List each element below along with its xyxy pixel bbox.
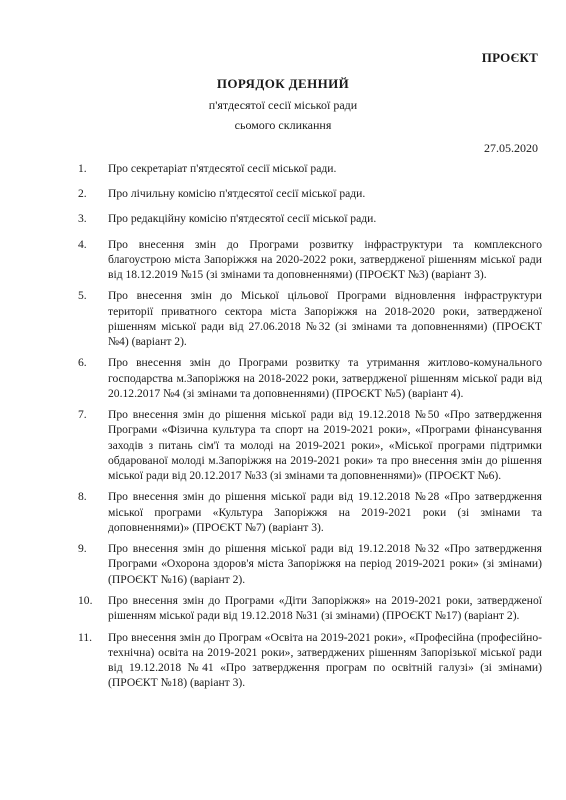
agenda-item-text: Про внесення змін до Програм «Освіта на 2019-2021 роки», «Професійна (професійно-технічна) освіта на 2019-2021 роки», затверджених рішенням Запорізької міської ради від 19.12.2018 №41 «Про затвердження програм по освітній галузі» (зі змінами) (ПРОЄКТ №18) (варіант 3). — [108, 630, 542, 690]
agenda-item-number: 2. — [78, 187, 87, 201]
agenda-item-number: 6. — [78, 356, 87, 370]
agenda-item — [78, 211, 542, 226]
agenda-item — [78, 161, 542, 176]
agenda-item-number: 1. — [78, 162, 87, 175]
document-title: ПОРЯДОК ДЕННИЙ — [216, 76, 350, 91]
agenda-item-text: Про секретаріат п'ятдесятої сесії міської ради. — [108, 162, 337, 175]
agenda-item-text: Про редакційну комісію п'ятдесятої сесії міської ради. — [108, 212, 377, 226]
agenda-list — [78, 161, 542, 697]
agenda-item-number: 7. — [78, 408, 87, 422]
agenda-item-number: 11. — [78, 630, 93, 644]
agenda-item-text: Про внесення змін до Міської цільової Програми відновлення інфраструктури території приватного сектора міста Запоріжжя на 2018-2020 роки, затвердженої рішенням міської ради від 27.06.2018 №32 (зі змінами та доповненнями) (ПРОЄКТ №4) (варіант 2). — [108, 289, 542, 349]
agenda-item — [78, 630, 542, 691]
agenda-item-number: 8. — [78, 490, 87, 504]
agenda-item-number: 5. — [78, 289, 87, 303]
agenda-item — [78, 593, 542, 623]
agenda-item-number: 10. — [78, 594, 93, 607]
agenda-item — [78, 186, 542, 201]
agenda-item-text: Про внесення змін до Програми «Діти Запоріжжя» на 2019-2021 роки, затвердженої рішенням міської ради від 19.12.2018 №31 (зі змінами) (ПРОЄКТ №17) (варіант 2). — [108, 594, 542, 623]
agenda-item — [78, 288, 542, 349]
document-date: 27.05.2020 — [484, 141, 538, 155]
agenda-item — [78, 541, 542, 587]
agenda-item-text: Про внесення змін до рішення міської ради від 19.12.2018 №28 «Про затвердження міської програми «Культура Запоріжжя на 2019-2021 роки (зі змінами та доповненнями)» (ПРОЄКТ №7) (варіант 3). — [108, 490, 542, 534]
agenda-item-text: Про внесення змін до рішення міської ради від 19.12.2018 №32 «Про затвердження Програми «Охорона здоров'я міста Запоріжжя на період 2019-2021 роки» (зі змінами) (ПРОЄКТ №16) (варіант 2). — [108, 542, 542, 586]
agenda-item-number: 9. — [78, 542, 87, 556]
document-subtitle-session: п'ятдесятої сесії міської ради — [208, 98, 358, 112]
agenda-item-text: Про лічильну комісію п'ятдесятої сесії міської ради. — [108, 187, 366, 201]
project-stamp: ПРОЄКТ — [481, 50, 538, 65]
agenda-item — [78, 407, 542, 483]
agenda-item — [78, 355, 542, 401]
agenda-item-text: Про внесення змін до Програми розвитку інфраструктури та комплексного благоустрою міста Запоріжжя на 2020-2022 роки, затвердженої рішенням міської ради від 18.12.2019 №15 (зі змінами та доповненнями) (ПРОЄКТ №3) (варіант 3). — [108, 237, 542, 282]
agenda-item-text: Про внесення змін до Програми розвитку та утримання житлово-комунального господарства м.Запоріжжя на 2018-2022 роки, затвердженої рішенням міської ради від 20.12.2017 №4 (зі змінами та доповненнями) (ПРОЄКТ №5) (варіант 4). — [108, 356, 542, 400]
agenda-item — [78, 489, 542, 535]
agenda-item — [78, 237, 542, 283]
agenda-item-number: 3. — [78, 212, 87, 226]
agenda-item-text: Про внесення змін до рішення міської ради від 19.12.2018 №50 «Про затвердження Програми «Фізична культура та спорт на 2019-2021 роки», «Програми фінансування заходів з питань сім'ї та молоді на 2019-2021 роки», «Міської програми підтримки обдарованої молоді м.Запоріжжя на 2019-2021 роки» та про внесення змін до рішення міської ради від 20.12.2017 №33 (зі змінами та доповненнями)» (ПРОЄКТ №6). — [108, 408, 542, 483]
document-subtitle-convocation: сьомого скликання — [234, 118, 332, 132]
agenda-item-number: 4. — [78, 237, 87, 251]
